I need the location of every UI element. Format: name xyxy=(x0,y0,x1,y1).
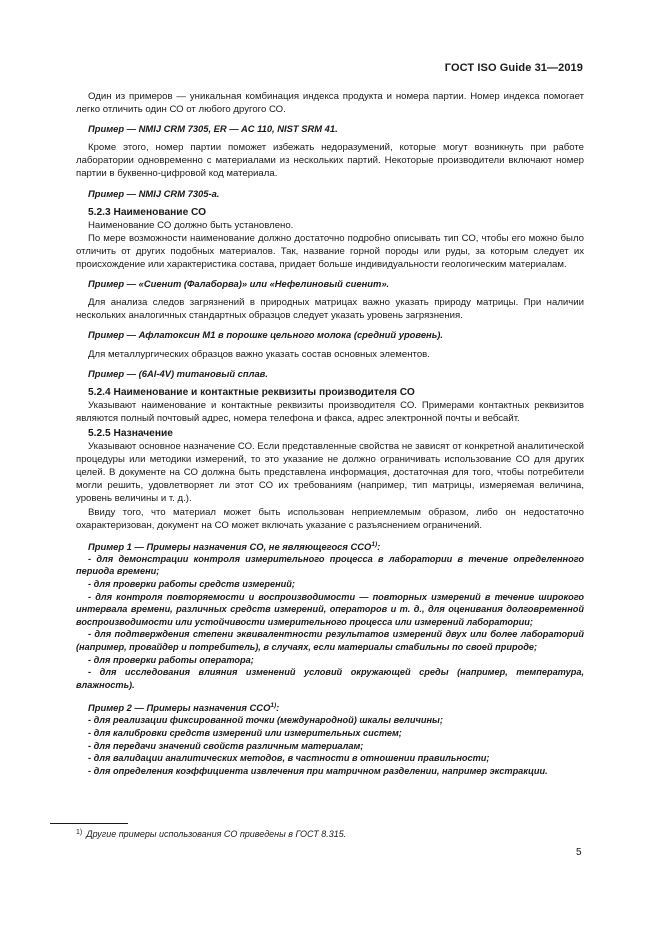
example-line: Пример — Афлатоксин М1 в порошке цельного молока (средний уровень). xyxy=(88,329,444,341)
list-item: - для определения коэффициента извлечения при матричном разделении, например экстракции. xyxy=(88,765,548,776)
page-content xyxy=(76,90,584,777)
section-heading-5-2-3: 5.2.3 Наименование СО xyxy=(88,206,207,218)
footnote-separator xyxy=(50,823,128,824)
list-item: - для калибровки средств измерений или измерительных систем; xyxy=(88,728,402,739)
footnote-text: Другие примеры использования СО приведены в ГОСТ 8.315. xyxy=(86,829,347,839)
example-1-title: Пример 1 — Примеры назначения СО, не являющегося ССО$^{1)}$: xyxy=(88,540,381,552)
paragraph: Наименование СО должно быть установлено. xyxy=(88,219,294,231)
list-item: - для проверки работы оператора; xyxy=(88,654,254,665)
paragraph: Для анализа следов загрязнений в природных матрицах важно указать природу матрицы. При наличии нескольких аналогичных стандартных образцов следует указать уровень загрязнения. xyxy=(76,297,584,322)
list-item: - для подтверждения степени эквивалентности результатов измерений двух или более лабораторий (например, провайдер и потребитель), в случаях, если материалы стабильны по своей природе; xyxy=(76,629,584,652)
footnote-ref: 1) xyxy=(270,702,277,710)
example-2-list xyxy=(76,714,584,777)
list-item: - для передачи значений свойств различным материалам; xyxy=(88,740,364,751)
section-heading-5-2-5: 5.2.5 Назначение xyxy=(88,427,173,439)
list-item: - для демонстрации контроля измерительного процесса в лаборатории в течение определенного периода времени; xyxy=(76,553,584,577)
example-2-title-text: Пример 2 — Примеры назначения ССО xyxy=(88,702,271,714)
section-heading-5-2-4: 5.2.4 Наименование и контактные реквизиты производителя СО xyxy=(88,386,415,398)
list-item: - для контроля повторяемости и воспроизводимости — повторных измерений в течение широкого интервала времени, различных средств измерений, операторов и т. д., для оценивания долговременной воспроизводимости или устойчивости измерительного процесса или измерений лаборатории; xyxy=(76,591,584,627)
example-line: Пример — (6Al-4V) титановый сплав. xyxy=(88,367,268,379)
example-1-title-text: Пример 1 — Примеры назначения СО, не являющегося ССО xyxy=(88,540,372,552)
example-1-list xyxy=(76,553,584,692)
page-number: 5 xyxy=(576,847,582,858)
paragraph: Один из примеров — уникальная комбинация индекса продукта и номера партии. Номер индекса помогает легко отличить один СО от любого другого СО. xyxy=(76,91,584,116)
footnote xyxy=(76,829,346,839)
example-line: Пример — NMIJ CRM 7305-а. xyxy=(88,187,220,199)
list-item: - для проверки работы средств измерений; xyxy=(88,579,295,589)
footnote-ref: 1) xyxy=(371,540,378,548)
paragraph: Указывают наименование и контактные реквизиты производителя СО. Примерами контактных реквизитов являются полный почтовый адрес, номера телефона и факса, адрес электронной почты и вебсайт. xyxy=(76,399,584,424)
paragraph: Указывают основное назначение СО. Если представленные свойства не зависят от конкретной аналитической процедуры или методики измерений, то это указание не должно ограничивать использование СО для других целей. В документе на СО должна быть представлена информация, достаточная для того, чтобы потребители могли решить, удовлетворяет ли этот СО их требованиям (например, тип матрицы, измеряемая величина, уровень величины и т. д.). xyxy=(76,441,584,505)
paragraph: Ввиду того, что материал может быть использован неприемлемым образом, либо он недостаточно охарактеризован, документ на СО может включать указание с разъяснением ограничений. xyxy=(76,506,584,531)
list-item: - для валидации аналитических методов, в частности в отношении правильности; xyxy=(88,753,490,764)
standard-designation: ГОСТ ISO Guide 31—2019 xyxy=(444,62,583,74)
list-item: - для исследования влияния изменений условий окружающей среды (например, температура, влажность). xyxy=(76,667,584,690)
list-item: - для реализации фиксированной точки (международной) шкалы величины; xyxy=(88,715,443,726)
example-line: Пример — NMIJ CRM 7305, ER — AC 110, NIST SRM 41. xyxy=(88,123,338,135)
paragraph: Для металлургических образцов важно указать состав основных элементов. xyxy=(88,348,430,360)
footnote-mark: 1) xyxy=(76,829,83,836)
paragraph: По мере возможности наименование должно достаточно подробно описывать тип СО, чтобы его можно было отличить от других подобных материалов. Так, название горной породы или руды, за которым следует их происхождение или характеристика состава, придает больше индивидуальности геологическим материалам. xyxy=(76,232,584,271)
paragraph: Кроме этого, номер партии поможет избежать недоразумений, которые могут возникнуть при работе лаборатории одновременно с материалами из нескольких партий. Некоторые производители включают номер партии в буквенно-цифровой код материала. xyxy=(76,142,584,180)
example-2-title: Пример 2 — Примеры назначения ССО$^{1)}$: xyxy=(88,702,280,714)
example-line: Пример — «Сиенит (Фалаборва)» или «Нефелиновый сиенит». xyxy=(88,278,390,290)
